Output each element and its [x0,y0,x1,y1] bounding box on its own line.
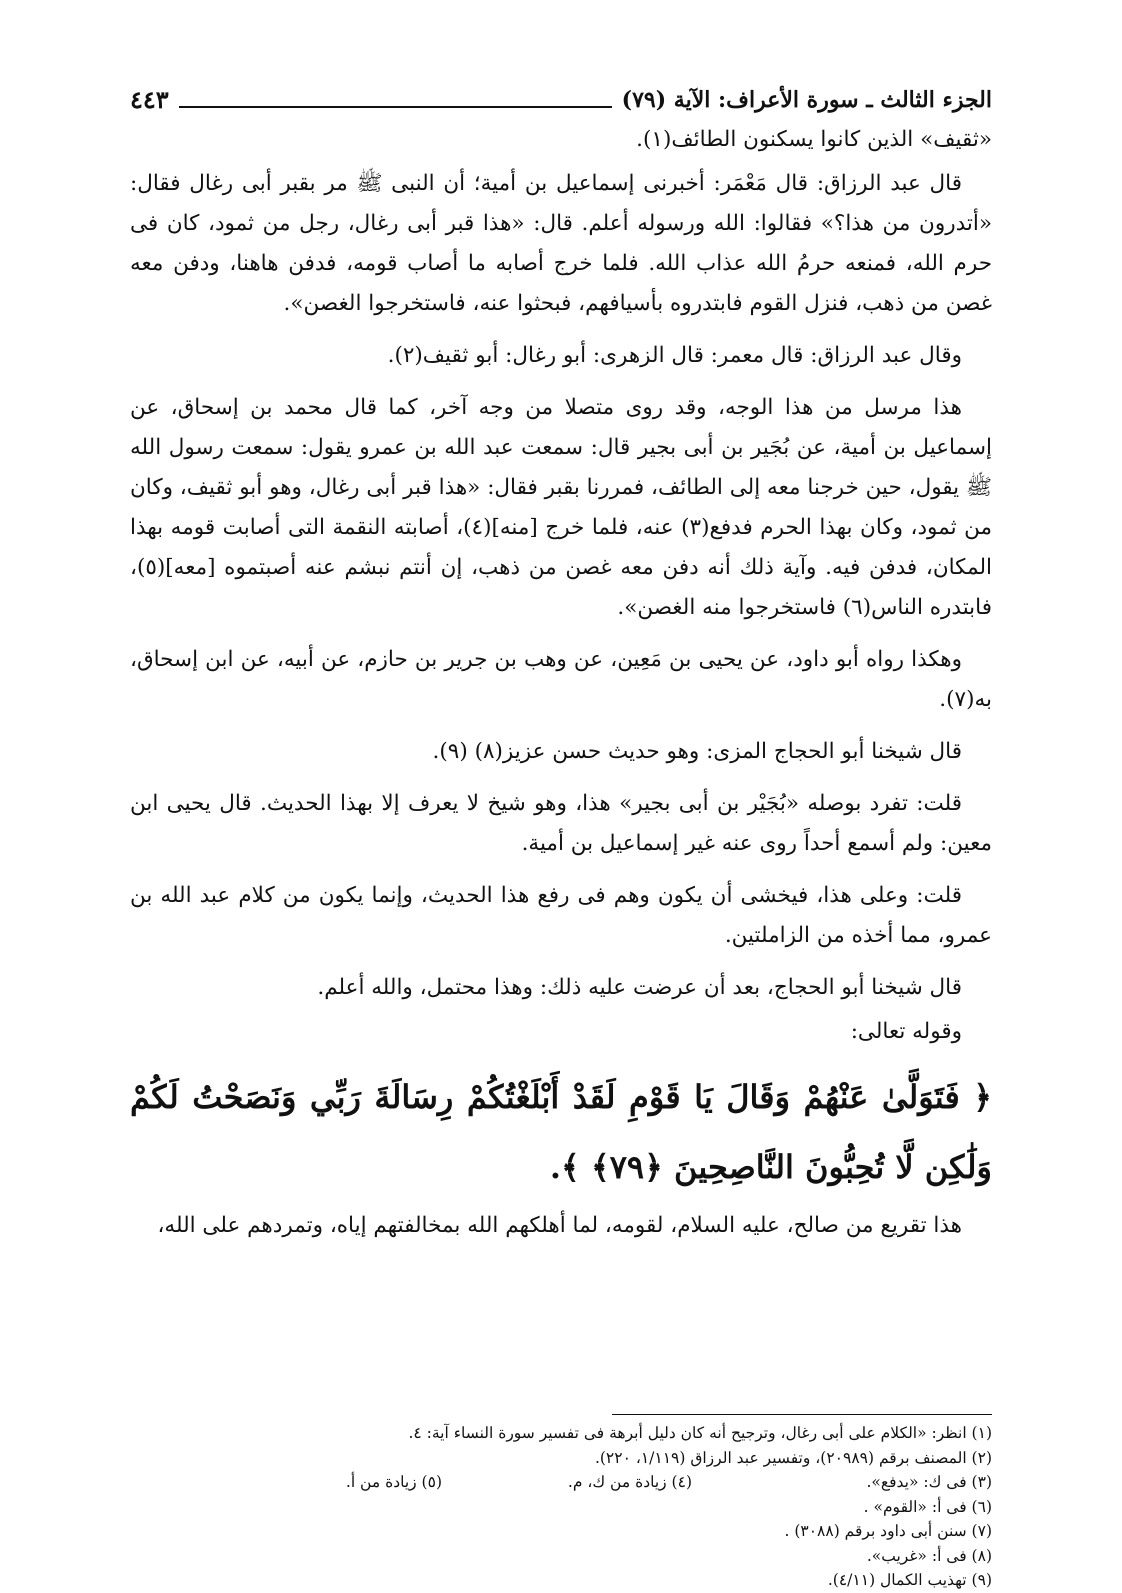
paragraph-10: وقوله تعالى: [850,1019,962,1044]
footnote-8: (٨) فى أ: «غريب». [866,1546,992,1565]
closing-paragraph: هذا تقريع من صالح، عليه السلام، لقومه، لما أهلكهم الله بمخالفتهم إياه، وتمردهم على الله، [157,1213,962,1238]
main-text [130,120,992,1258]
footnote-2: (٢) المصنف برقم (٢٠٩٨٩)، وتفسير عبد الرزاق (١/١١٩، ٢٢٠). [594,1448,992,1467]
footnote-1: (١) انظر: «الكلام على أبى رغال، وترجيح أنه كان دليل أبرهة فى تفسير سورة النساء آية: ٤. [408,1424,992,1442]
footnote-separator [612,1414,992,1415]
footnote-6: (٦) فى أ: «القوم» . [863,1497,992,1516]
paragraph-4: هذا مرسل من هذا الوجه، وقد روى متصلا من وجه آخر، كما قال محمد بن إسحاق، عن إسماعيل بن أمية، عن بُجَير بن أبى بجير قال: سمعت عبد الله بن عمرو يقول: سمعت رسول الله ﷺ يقول، حين خرجنا معه إلى الطائف، فمررنا بقبر فقال: «هذا قبر أبى رغال، وهو أبو ثقيف، وكان من ثمود، وكان بهذا الحرم فدفع(٣) عنه، فلما خرج [منه](٤)، أصابته النقمة التى أصابت قومه بهذا المكان، فدفن فيه. وآية ذلك أنه دفن معه غصن من ذهب، إن أنتم نبشم عنه أصبتموه [معه](٥)، فابتدره الناس(٦) فاستخرجوا منه الغصن». [130,395,992,620]
running-title: الجزء الثالث ـ سورة الأعراف: الآية (٧٩) [621,87,992,113]
paragraph-1: «ثقيف» الذين كانوا يسكنون الطائف(١). [636,127,992,152]
footnote-7: (٧) سنن أبى داود برقم (٣٠٨٨) . [784,1522,992,1540]
quran-verse: ﴿ فَتَوَلَّىٰ عَنْهُمْ وَقَالَ يَا قَوْمِ لَقَدْ أَبْلَغْتُكُمْ رِسَالَةَ رَبِّي وَنَصَحْتُ لَكُمْ وَلَٰكِن لَّا تُحِبُّونَ النَّاصِحِينَ ﴿٧٩﴾ ﴾. [130,1078,992,1186]
footnote-3: (٣) فى ك: «يدفع». [866,1473,992,1491]
footnote-4: (٤) زيادة من ك، م. [567,1473,692,1491]
paragraph-8: قلت: وعلى هذا، فيخشى أن يكون وهم فى رفع هذا الحديث، وإنما يكون من كلام عبد الله بن عمرو، مما أخذه من الزاملتين. [130,883,992,948]
footnote-5: (٥) زيادة من أ. [345,1473,442,1491]
paragraph-7: قلت: تفرد بوصله «بُجَيْر بن أبى بجير» هذا، وهو شيخ لا يعرف إلا بهذا الحديث. قال يحيى ابن معين: ولم أسمع أحداً روى عنه غير إسماعيل بن أمية. [130,791,992,856]
page-number: ٤٤٣ [130,85,169,114]
footnotes [130,1414,992,1593]
page-header [130,74,992,114]
footnote-row-3-5 [130,1470,992,1495]
paragraph-5: وهكذا رواه أبو داود، عن يحيى بن مَعِين، عن وهب بن جرير بن حازم، عن أبيه، عن ابن إسحاق، به(٧). [130,647,992,712]
paragraph-2: قال عبد الرزاق: قال مَعْمَر: أخبرنى إسماعيل بن أمية؛ أن النبى ﷺ مر بقبر أبى رغال فقال: «أتدرون من هذا؟» فقالوا: الله ورسوله أعلم. قال: «هذا قبر أبى رغال، رجل من ثمود، كان فى حرم الله، فمنعه حرمُ الله عذاب الله. فلما خرج أصابه ما أصاب قومه، فدفن هاهنا، ودفن معه غصن من ذهب، فنزل القوم فابتدروه بأسيافهم، فبحثوا عنه، فاستخرجوا الغصن». [130,171,992,316]
paragraph-6: قال شيخنا أبو الحجاج المزى: وهو حديث حسن عزيز(٨) (٩). [432,739,962,764]
header-rule [179,106,612,108]
paragraph-9: قال شيخنا أبو الحجاج، بعد أن عرضت عليه ذلك: وهذا محتمل، والله أعلم. [317,975,962,1000]
footnote-9: (٩) تهذيب الكمال (٤/١١). [827,1571,992,1589]
paragraph-3: وقال عبد الرزاق: قال معمر: قال الزهرى: أبو رغال: أبو ثقيف(٢). [387,343,962,368]
